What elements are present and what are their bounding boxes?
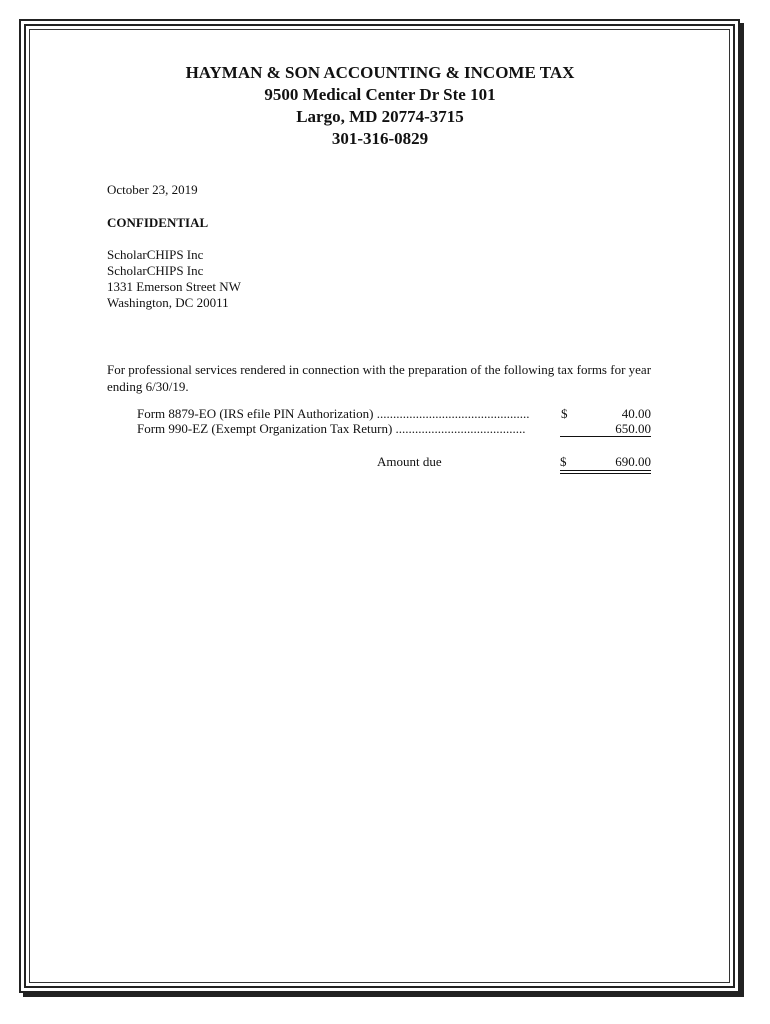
services-intro: For professional services rendered in connection with the preparation of the following tax forms for year ending 6/30/19. (107, 362, 652, 394)
subtotal-underline (560, 436, 651, 437)
amount-due-label: Amount due (377, 454, 442, 469)
amount-due-value: 690.00 (615, 454, 651, 469)
fee-items (137, 406, 651, 436)
letterhead (0, 62, 760, 150)
recipient-line3: 1331 Emerson Street NW (107, 279, 241, 294)
fee-item-description: Form 990-EZ (Exempt Organization Tax Return) ........................................ (137, 421, 526, 436)
total-double-underline (560, 470, 651, 474)
fee-item-dollar-sign: $ (561, 406, 568, 421)
page-border-shadow-bottom (23, 993, 744, 997)
recipient-line4: Washington, DC 20011 (107, 295, 229, 310)
fee-item-amount: 40.00 (621, 406, 651, 421)
page-border-shadow-right (740, 23, 744, 997)
fee-item-row (137, 421, 651, 436)
fee-item-description: Form 8879-EO (IRS efile PIN Authorization) ............................................... (137, 406, 530, 421)
firm-address-line2: Largo, MD 20774-3715 (296, 107, 464, 126)
page-border-inner (29, 29, 730, 983)
fee-item-row (137, 406, 651, 421)
recipient-address (107, 247, 241, 311)
amount-due-dollar-sign: $ (560, 454, 567, 469)
firm-name: HAYMAN & SON ACCOUNTING & INCOME TAX (185, 63, 575, 82)
recipient-line1: ScholarCHIPS Inc (107, 247, 204, 262)
firm-phone: 301-316-0829 (331, 129, 429, 148)
firm-address-line1: 9500 Medical Center Dr Ste 101 (264, 85, 496, 104)
confidential-label: CONFIDENTIAL (107, 215, 209, 230)
fee-item-amount: 650.00 (615, 421, 651, 436)
recipient-line2: ScholarCHIPS Inc (107, 263, 204, 278)
amount-due-row (377, 454, 651, 470)
letter-date: October 23, 2019 (107, 182, 198, 197)
